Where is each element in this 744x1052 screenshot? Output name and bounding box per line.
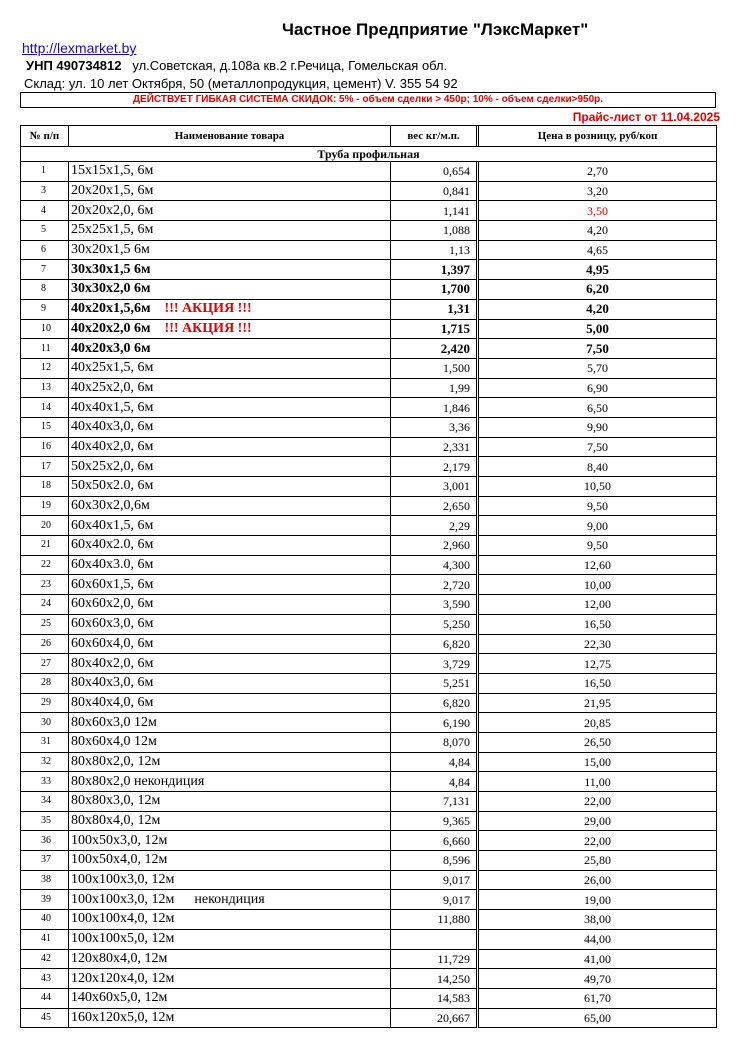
product-name: 60х60х4,0, 6м <box>71 635 154 651</box>
promo-label: !!! АКЦИЯ !!! <box>164 320 252 336</box>
product-name-cell <box>69 870 391 890</box>
table-header-row <box>21 126 717 147</box>
product-price: 3,20 <box>479 181 717 201</box>
product-weight: 3,729 <box>391 654 477 674</box>
row-number: 26 <box>21 634 69 654</box>
row-number: 11 <box>21 339 69 359</box>
product-name-cell <box>69 496 391 516</box>
product-name-cell <box>69 358 391 378</box>
product-weight: 1,846 <box>391 398 477 418</box>
product-price: 44,00 <box>479 929 717 949</box>
row-number: 5 <box>21 221 69 241</box>
product-price: 6,90 <box>479 378 717 398</box>
product-price: 22,00 <box>479 792 717 812</box>
product-weight: 0,841 <box>391 181 477 201</box>
product-price: 6,20 <box>479 280 717 300</box>
row-number: 8 <box>21 280 69 300</box>
product-name-cell <box>69 201 391 221</box>
product-price: 20,85 <box>479 713 717 733</box>
product-name-cell <box>69 831 391 851</box>
product-weight: 1,141 <box>391 201 477 221</box>
table-row <box>21 851 717 871</box>
row-number: 30 <box>21 713 69 733</box>
product-name-cell <box>69 693 391 713</box>
product-weight: 1,99 <box>391 378 477 398</box>
product-weight: 3,36 <box>391 417 477 437</box>
product-weight: 2,331 <box>391 437 477 457</box>
product-name-cell <box>69 1008 391 1028</box>
product-name-cell <box>69 398 391 418</box>
table-row <box>21 358 717 378</box>
product-price: 9,00 <box>479 516 717 536</box>
col-header-weight: вес кг/м.п. <box>391 126 477 147</box>
product-name: 60х40х3.0, 6м <box>71 557 154 573</box>
table-row <box>21 654 717 674</box>
product-price: 10,00 <box>479 575 717 595</box>
product-weight: 9,365 <box>391 811 477 831</box>
table-row <box>21 240 717 260</box>
product-name-cell <box>69 929 391 949</box>
product-name-cell <box>69 949 391 969</box>
company-address <box>26 58 447 73</box>
product-name: 40х20х3,0 6м <box>71 340 151 356</box>
product-name-cell <box>69 614 391 634</box>
product-name: 80х80х2,0, 12м <box>71 753 161 769</box>
row-number: 32 <box>21 752 69 772</box>
product-name: 15х15х1,5, 6м <box>71 163 154 179</box>
product-name-cell <box>69 673 391 693</box>
product-price: 16,50 <box>479 673 717 693</box>
table-row <box>21 496 717 516</box>
product-name: 60х40х1,5, 6м <box>71 517 154 533</box>
product-name: 40х20х2,0 6м <box>71 320 151 336</box>
product-weight: 1,397 <box>391 260 477 280</box>
product-price: 12,00 <box>479 595 717 615</box>
row-number: 35 <box>21 811 69 831</box>
price-table <box>20 125 717 1028</box>
product-weight: 11,880 <box>391 910 477 930</box>
product-weight: 3,001 <box>391 477 477 497</box>
table-row <box>21 299 717 319</box>
table-row <box>21 949 717 969</box>
product-name-cell <box>69 732 391 752</box>
table-row <box>21 929 717 949</box>
table-row <box>21 417 717 437</box>
product-price: 9,50 <box>479 536 717 556</box>
product-name-cell <box>69 437 391 457</box>
promo-label: !!! АКЦИЯ !!! <box>164 301 252 317</box>
product-name: 120х120х4,0, 12м <box>71 970 175 986</box>
table-row <box>21 378 717 398</box>
product-weight: 9,017 <box>391 890 477 910</box>
product-name: 40х25х2,0, 6м <box>71 379 154 395</box>
table-row <box>21 732 717 752</box>
company-title: Частное Предприятие "ЛэксМаркет" <box>282 20 589 39</box>
product-name-cell <box>69 811 391 831</box>
row-number: 23 <box>21 575 69 595</box>
row-number: 29 <box>21 693 69 713</box>
product-name: 50х25х2,0, 6м <box>71 458 154 474</box>
table-row <box>21 595 717 615</box>
row-number: 41 <box>21 929 69 949</box>
product-name: 40х20х1,5,6м <box>71 301 151 317</box>
product-price: 4,95 <box>479 260 717 280</box>
product-name: 80х80х4,0, 12м <box>71 813 161 829</box>
table-row <box>21 457 717 477</box>
product-price: 9,50 <box>479 496 717 516</box>
table-row <box>21 988 717 1008</box>
row-number: 40 <box>21 910 69 930</box>
row-number: 12 <box>21 358 69 378</box>
row-number: 15 <box>21 417 69 437</box>
row-number: 9 <box>21 299 69 319</box>
table-row <box>21 339 717 359</box>
table-row <box>21 280 717 300</box>
product-weight: 1,700 <box>391 280 477 300</box>
product-name-cell <box>69 417 391 437</box>
table-row <box>21 811 717 831</box>
product-price: 22,30 <box>479 634 717 654</box>
product-price: 9,90 <box>479 417 717 437</box>
product-name-cell <box>69 910 391 930</box>
row-number: 14 <box>21 398 69 418</box>
product-weight: 1,715 <box>391 319 477 339</box>
col-header-name: Наименование товара <box>69 126 391 147</box>
product-name-cell <box>69 634 391 654</box>
product-name: 60х60х3,0, 6м <box>71 616 154 632</box>
product-name: 20х20х1,5, 6м <box>71 183 154 199</box>
table-row <box>21 437 717 457</box>
table-row <box>21 772 717 792</box>
table-row <box>21 319 717 339</box>
row-number: 17 <box>21 457 69 477</box>
product-price: 4,65 <box>479 240 717 260</box>
col-header-price: Цена в розницу, руб/коп <box>479 126 717 147</box>
product-name-cell <box>69 713 391 733</box>
product-name-cell <box>69 555 391 575</box>
product-weight: 5,250 <box>391 614 477 634</box>
product-price: 65,00 <box>479 1008 717 1028</box>
row-number: 27 <box>21 654 69 674</box>
row-number: 18 <box>21 477 69 497</box>
row-number: 37 <box>21 851 69 871</box>
table-row <box>21 516 717 536</box>
product-price: 12,75 <box>479 654 717 674</box>
product-price: 49,70 <box>479 969 717 989</box>
row-number: 25 <box>21 614 69 634</box>
row-number: 43 <box>21 969 69 989</box>
table-row <box>21 201 717 221</box>
product-name: 100х100х3,0, 12м <box>71 891 175 907</box>
product-name-cell <box>69 516 391 536</box>
product-price: 16,50 <box>479 614 717 634</box>
product-name: 100х100х3,0, 12м <box>71 872 175 888</box>
product-price: 26,50 <box>479 732 717 752</box>
product-name-cell <box>69 969 391 989</box>
row-number: 21 <box>21 536 69 556</box>
product-name-cell <box>69 221 391 241</box>
table-row <box>21 752 717 772</box>
row-number: 39 <box>21 890 69 910</box>
product-weight: 2,960 <box>391 536 477 556</box>
row-number: 3 <box>21 181 69 201</box>
product-weight: 6,820 <box>391 634 477 654</box>
row-number: 7 <box>21 260 69 280</box>
product-weight: 1,500 <box>391 358 477 378</box>
product-name-cell <box>69 792 391 812</box>
product-name-cell <box>69 988 391 1008</box>
product-name: 80х40х3,0, 6м <box>71 675 154 691</box>
product-name: 160х120х5,0, 12м <box>71 1009 175 1025</box>
discount-banner: ДЕЙСТВУЕТ ГИБКАЯ СИСТЕМА СКИДОК: 5% - объем сделки > 450р; 10% - объем сделки>950р. <box>20 92 716 108</box>
table-row <box>21 575 717 595</box>
table-row <box>21 398 717 418</box>
product-price: 29,00 <box>479 811 717 831</box>
product-name: 25х25х1,5, 6м <box>71 222 154 238</box>
price-list-date: Прайс-лист от 11.04.2025 <box>572 110 720 124</box>
row-number: 16 <box>21 437 69 457</box>
section-header-row <box>21 147 717 162</box>
store-address: Склад: ул. 10 лет Октября, 50 (металлопродукция, цемент) V. 355 54 92 <box>24 76 458 91</box>
product-price: 12,60 <box>479 555 717 575</box>
product-name: 100х50х3,0, 12м <box>71 832 168 848</box>
product-weight: 4,84 <box>391 752 477 772</box>
col-header-number: № п/п <box>21 126 69 147</box>
product-name-cell <box>69 299 391 319</box>
product-name: 60х30х2,0,6м <box>71 498 150 514</box>
product-weight: 7,131 <box>391 792 477 812</box>
product-price: 10,50 <box>479 477 717 497</box>
product-name: 100х100х4,0, 12м <box>71 911 175 927</box>
table-row <box>21 969 717 989</box>
table-row <box>21 831 717 851</box>
table-row <box>21 673 717 693</box>
product-price: 8,40 <box>479 457 717 477</box>
product-name: 40х40х3,0, 6м <box>71 419 154 435</box>
product-weight: 9,017 <box>391 870 477 890</box>
product-price: 7,50 <box>479 437 717 457</box>
product-price: 19,00 <box>479 890 717 910</box>
product-weight: 5,251 <box>391 673 477 693</box>
product-weight: 8,596 <box>391 851 477 871</box>
product-weight: 1,31 <box>391 299 477 319</box>
product-name: 100х100х5,0, 12м <box>71 931 175 947</box>
product-name: 40х25х1,5, 6м <box>71 360 154 376</box>
row-number: 4 <box>21 201 69 221</box>
product-price: 21,95 <box>479 693 717 713</box>
product-name-cell <box>69 752 391 772</box>
product-weight: 6,190 <box>391 713 477 733</box>
product-name-cell <box>69 772 391 792</box>
product-note: некондиция <box>194 891 265 907</box>
product-name-cell <box>69 339 391 359</box>
product-weight: 0,654 <box>391 162 477 182</box>
product-weight: 3,590 <box>391 595 477 615</box>
product-name: 80х40х2,0, 6м <box>71 655 154 671</box>
product-price: 2,70 <box>479 162 717 182</box>
product-name-cell <box>69 851 391 871</box>
product-weight: 2,179 <box>391 457 477 477</box>
product-name: 80х80х3,0, 12м <box>71 793 161 809</box>
product-name-cell <box>69 536 391 556</box>
product-name: 80х60х4,0 12м <box>71 734 157 750</box>
row-number: 42 <box>21 949 69 969</box>
product-weight: 14,250 <box>391 969 477 989</box>
product-price: 4,20 <box>479 221 717 241</box>
product-price: 25,80 <box>479 851 717 871</box>
row-number: 36 <box>21 831 69 851</box>
row-number: 1 <box>21 162 69 182</box>
product-price: 5,00 <box>479 319 717 339</box>
product-name: 60х60х1,5, 6м <box>71 576 154 592</box>
product-price: 11,00 <box>479 772 717 792</box>
product-weight: 6,660 <box>391 831 477 851</box>
table-row <box>21 260 717 280</box>
table-row <box>21 221 717 241</box>
row-number: 38 <box>21 870 69 890</box>
row-number: 24 <box>21 595 69 615</box>
product-price: 5,70 <box>479 358 717 378</box>
product-name-cell <box>69 654 391 674</box>
product-name: 30х30х1,5 6м <box>71 261 151 277</box>
product-name: 40х40х1,5, 6м <box>71 399 154 415</box>
row-number: 10 <box>21 319 69 339</box>
product-weight: 1,13 <box>391 240 477 260</box>
row-number: 22 <box>21 555 69 575</box>
product-name: 80х60х3,0 12м <box>71 714 157 730</box>
product-price: 15,00 <box>479 752 717 772</box>
product-price: 38,00 <box>479 910 717 930</box>
row-number: 20 <box>21 516 69 536</box>
product-price: 22,00 <box>479 831 717 851</box>
row-number: 28 <box>21 673 69 693</box>
product-price: 6,50 <box>479 398 717 418</box>
product-weight: 4,84 <box>391 772 477 792</box>
unp-number: УНП 490734812 <box>26 58 122 73</box>
table-row <box>21 477 717 497</box>
product-weight <box>391 929 477 949</box>
row-number: 45 <box>21 1008 69 1028</box>
product-name-cell <box>69 280 391 300</box>
address-text: ул.Советская, д.108а кв.2 г.Речица, Гомельская обл. <box>132 58 448 73</box>
table-row <box>21 870 717 890</box>
product-weight: 6,820 <box>391 693 477 713</box>
product-weight: 20,667 <box>391 1008 477 1028</box>
product-price: 61,70 <box>479 988 717 1008</box>
product-name: 120х80х4,0, 12м <box>71 950 168 966</box>
website-link[interactable]: http://lexmarket.by <box>22 40 137 56</box>
table-row <box>21 890 717 910</box>
product-price: 4,20 <box>479 299 717 319</box>
product-name-cell <box>69 477 391 497</box>
row-number: 13 <box>21 378 69 398</box>
product-name-cell <box>69 162 391 182</box>
product-name-cell <box>69 260 391 280</box>
table-row <box>21 555 717 575</box>
table-row <box>21 536 717 556</box>
row-number: 31 <box>21 732 69 752</box>
product-price: 26,00 <box>479 870 717 890</box>
product-weight: 2,420 <box>391 339 477 359</box>
section-title: Труба профильная <box>21 147 717 162</box>
product-weight: 2,29 <box>391 516 477 536</box>
table-row <box>21 1008 717 1028</box>
product-name-cell <box>69 378 391 398</box>
product-name: 100х50х4,0, 12м <box>71 852 168 868</box>
product-name-cell <box>69 240 391 260</box>
product-name: 140х60х5,0, 12м <box>71 990 168 1006</box>
product-name: 60х60х2,0, 6м <box>71 596 154 612</box>
product-name: 80х40х4,0, 6м <box>71 694 154 710</box>
table-row <box>21 713 717 733</box>
product-name-cell <box>69 457 391 477</box>
product-price: 3,50 <box>479 201 717 221</box>
table-row <box>21 634 717 654</box>
product-weight: 8,070 <box>391 732 477 752</box>
product-weight: 2,650 <box>391 496 477 516</box>
product-name-cell <box>69 890 391 910</box>
product-price: 41,00 <box>479 949 717 969</box>
product-name-cell <box>69 319 391 339</box>
table-row <box>21 614 717 634</box>
product-weight: 14,583 <box>391 988 477 1008</box>
table-row <box>21 910 717 930</box>
product-name: 80х80х2,0 некондиция <box>71 773 205 789</box>
product-name-cell <box>69 181 391 201</box>
row-number: 33 <box>21 772 69 792</box>
table-row <box>21 181 717 201</box>
table-row <box>21 792 717 812</box>
table-row <box>21 162 717 182</box>
product-name-cell <box>69 595 391 615</box>
product-weight: 11,729 <box>391 949 477 969</box>
product-name: 50х50х2.0, 6м <box>71 478 154 494</box>
product-weight: 4,300 <box>391 555 477 575</box>
product-price: 7,50 <box>479 339 717 359</box>
row-number: 44 <box>21 988 69 1008</box>
product-name: 30х20х1,5 6м <box>71 242 150 258</box>
product-name: 40х40х2,0, 6м <box>71 438 154 454</box>
table-row <box>21 693 717 713</box>
row-number: 19 <box>21 496 69 516</box>
row-number: 6 <box>21 240 69 260</box>
product-weight: 2,720 <box>391 575 477 595</box>
product-name-cell <box>69 575 391 595</box>
product-name: 60х40х2.0, 6м <box>71 537 154 553</box>
row-number: 34 <box>21 792 69 812</box>
product-name: 20х20х2,0, 6м <box>71 202 154 218</box>
product-weight: 1,088 <box>391 221 477 241</box>
product-name: 30х30х2,0 6м <box>71 281 151 297</box>
